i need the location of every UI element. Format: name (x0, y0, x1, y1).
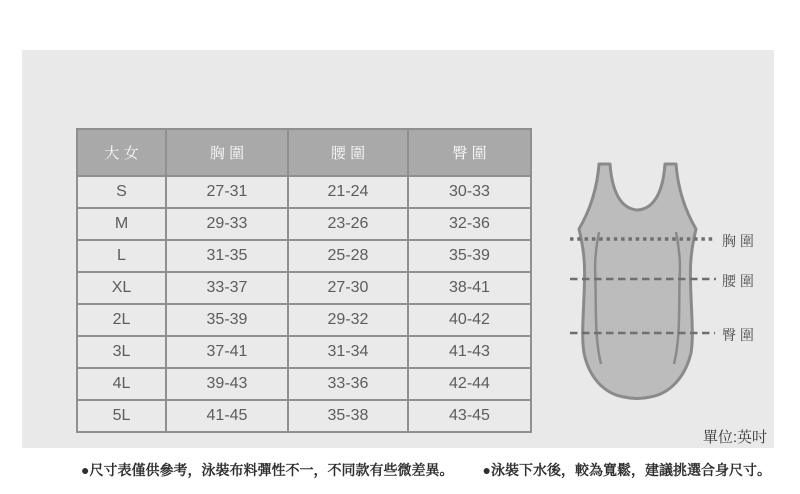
table-row (77, 304, 531, 336)
waist-cell: 31-34 (288, 336, 408, 368)
unit-label: 單位:英吋 (702, 429, 767, 446)
size-cell: 2L (77, 304, 166, 336)
hip-measure-label: 臀 圍 (722, 327, 754, 343)
waist-measure-label: 腰 圍 (722, 273, 754, 289)
size-cell: L (77, 240, 166, 272)
size-cell: XL (77, 272, 166, 304)
size-chart-panel (22, 50, 774, 478)
swimsuit-diagram-icon (557, 150, 723, 410)
note-sizing-disclaimer: ●尺寸表僅供參考，泳裝布料彈性不一，不同款有些微差異。 (81, 462, 454, 478)
table-row (77, 368, 531, 400)
hip-cell: 43-45 (408, 400, 531, 432)
table-row (77, 272, 531, 304)
table-corner-label: 大 女 (77, 129, 166, 176)
chest-cell: 33-37 (166, 272, 288, 304)
waist-cell: 25-28 (288, 240, 408, 272)
table-row (77, 400, 531, 432)
hip-cell: 42-44 (408, 368, 531, 400)
size-table (76, 128, 532, 433)
table-row (77, 240, 531, 272)
note-fit-advice: ●泳裝下水後，較為寬鬆，建議挑選合身尺寸。 (482, 462, 771, 478)
size-cell: 5L (77, 400, 166, 432)
waist-cell: 33-36 (288, 368, 408, 400)
hip-cell: 41-43 (408, 336, 531, 368)
chest-cell: 27-31 (166, 176, 288, 208)
chest-cell: 31-35 (166, 240, 288, 272)
size-cell: S (77, 176, 166, 208)
size-cell: 4L (77, 368, 166, 400)
hip-cell: 38-41 (408, 272, 531, 304)
table-row (77, 176, 531, 208)
chest-cell: 35-39 (166, 304, 288, 336)
chest-cell: 29-33 (166, 208, 288, 240)
waist-cell: 27-30 (288, 272, 408, 304)
column-header-waist: 腰 圍 (288, 129, 408, 176)
table-header-row (77, 129, 531, 176)
waist-cell: 35-38 (288, 400, 408, 432)
chest-cell: 41-45 (166, 400, 288, 432)
size-cell: M (77, 208, 166, 240)
table-row (77, 336, 531, 368)
waist-cell: 29-32 (288, 304, 408, 336)
chest-cell: 37-41 (166, 336, 288, 368)
waist-cell: 21-24 (288, 176, 408, 208)
column-header-hip: 臀 圍 (408, 129, 531, 176)
column-header-chest: 胸 圍 (166, 129, 288, 176)
hip-cell: 40-42 (408, 304, 531, 336)
size-cell: 3L (77, 336, 166, 368)
table-row (77, 208, 531, 240)
hip-cell: 32-36 (408, 208, 531, 240)
notes-row (81, 460, 771, 480)
chest-cell: 39-43 (166, 368, 288, 400)
hip-cell: 30-33 (408, 176, 531, 208)
hip-cell: 35-39 (408, 240, 531, 272)
waist-cell: 23-26 (288, 208, 408, 240)
chest-measure-label: 胸 圍 (722, 233, 754, 249)
